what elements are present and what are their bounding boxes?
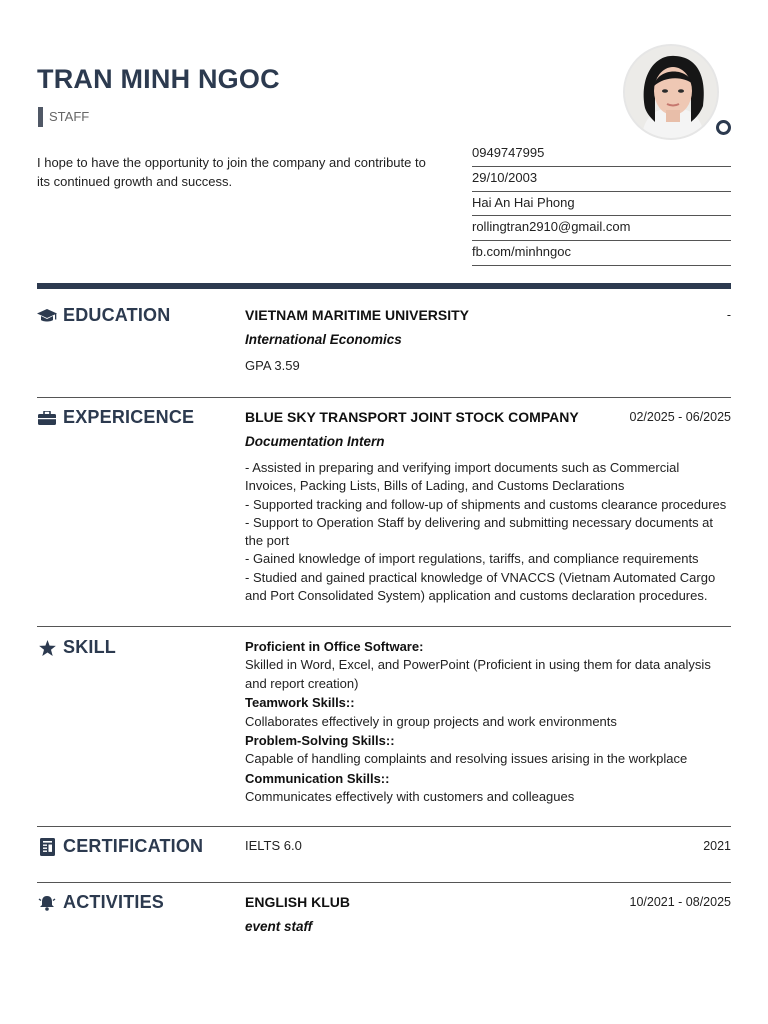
briefcase-icon [37,408,57,428]
section-divider [37,882,731,883]
skill-name: Teamwork Skills:: [245,695,355,711]
skill-heading [37,637,116,658]
education-title: EDUCATION [63,305,171,325]
duty-item: - Support to Operation Staff by delivering and submitting necessary documents at the port [245,514,714,549]
address: Hai An Hai Phong [472,192,731,217]
candidate-name: TRAN MINH NGOC [37,64,280,94]
activity-organization: ENGLISH KLUB [245,894,350,910]
education-date: - [726,308,731,322]
contact-list [472,142,731,266]
candidate-role: STAFF [38,107,89,127]
experience-section [37,407,731,617]
skill-description: Collaborates effectively in group projects and work environments [245,713,617,729]
photo-ring-decoration [716,120,731,135]
experience-heading [37,407,194,428]
duty-list [245,459,731,605]
duty-item: - Gained knowledge of import regulations, tariffs, and compliance requirements [245,551,699,567]
school-name: VIETNAM MARITIME UNIVERSITY [245,307,470,323]
activity-date: 10/2021 - 08/2025 [629,895,731,909]
experience-title: EXPERICENCE [63,407,195,427]
graduation-cap-icon [37,306,57,326]
certificate-icon [37,837,57,857]
section-divider [37,826,731,827]
education-section [37,305,731,385]
bell-icon [37,893,57,913]
certificate-year: 2021 [703,839,731,853]
skill-name: Proficient in Office Software: [245,639,424,654]
certification-title: CERTIFICATION [63,836,204,856]
birth-date: 29/10/2003 [472,167,731,192]
skill-section [37,637,731,817]
section-divider [37,397,731,398]
skill-title: SKILL [63,637,116,657]
skill-description: Capable of handling complaints and resolving issues arising in the workplace [245,751,688,767]
profile-photo-illustration [625,46,719,140]
facebook-link: fb.com/minhngoc [472,241,731,266]
activities-section [37,892,731,942]
skill-description: Communicates effectively with customers and colleagues [245,789,575,805]
duty-item: - Studied and gained practical knowledge of VNACCS (Vietnam Automated Cargo and Port Consolidated System) application and customs declaration procedures. [245,569,716,604]
company-name: BLUE SKY TRANSPORT JOINT STOCK COMPANY [245,409,579,425]
major: International Economics [245,332,402,347]
duty-item: - Supported tracking and follow-up of shipments and customs clearance procedures [245,496,727,512]
header-divider [37,283,731,289]
profile-photo [623,44,719,140]
job-position: Documentation Intern [245,434,385,449]
section-divider [37,626,731,627]
phone-number: 0949747995 [472,142,731,167]
skill-name: Problem-Solving Skills:: [245,733,395,749]
activity-role: event staff [245,919,313,934]
email-address: rollingtran2910@gmail.com [472,216,731,241]
certification-section [37,836,731,866]
experience-date: 02/2025 - 06/2025 [629,410,731,424]
star-icon [37,638,57,658]
career-objective: I hope to have the opportunity to join the company and contribute to its continued growth and success. [37,155,426,189]
activities-title: ACTIVITIES [63,892,165,912]
gpa: GPA 3.59 [245,358,300,373]
skill-name: Communication Skills:: [245,770,390,786]
duty-item: - Assisted in preparing and verifying import documents such as Commercial Invoices, Packing Lists, Bills of Lading, and Customs Declarations [245,460,680,494]
certificate-name: IELTS 6.0 [245,838,302,853]
education-heading [37,305,170,326]
activities-heading [37,892,164,913]
certification-heading [37,836,203,857]
skill-description: Skilled in Word, Excel, and PowerPoint (Proficient in using them for data analysis and report creation) [245,657,711,691]
